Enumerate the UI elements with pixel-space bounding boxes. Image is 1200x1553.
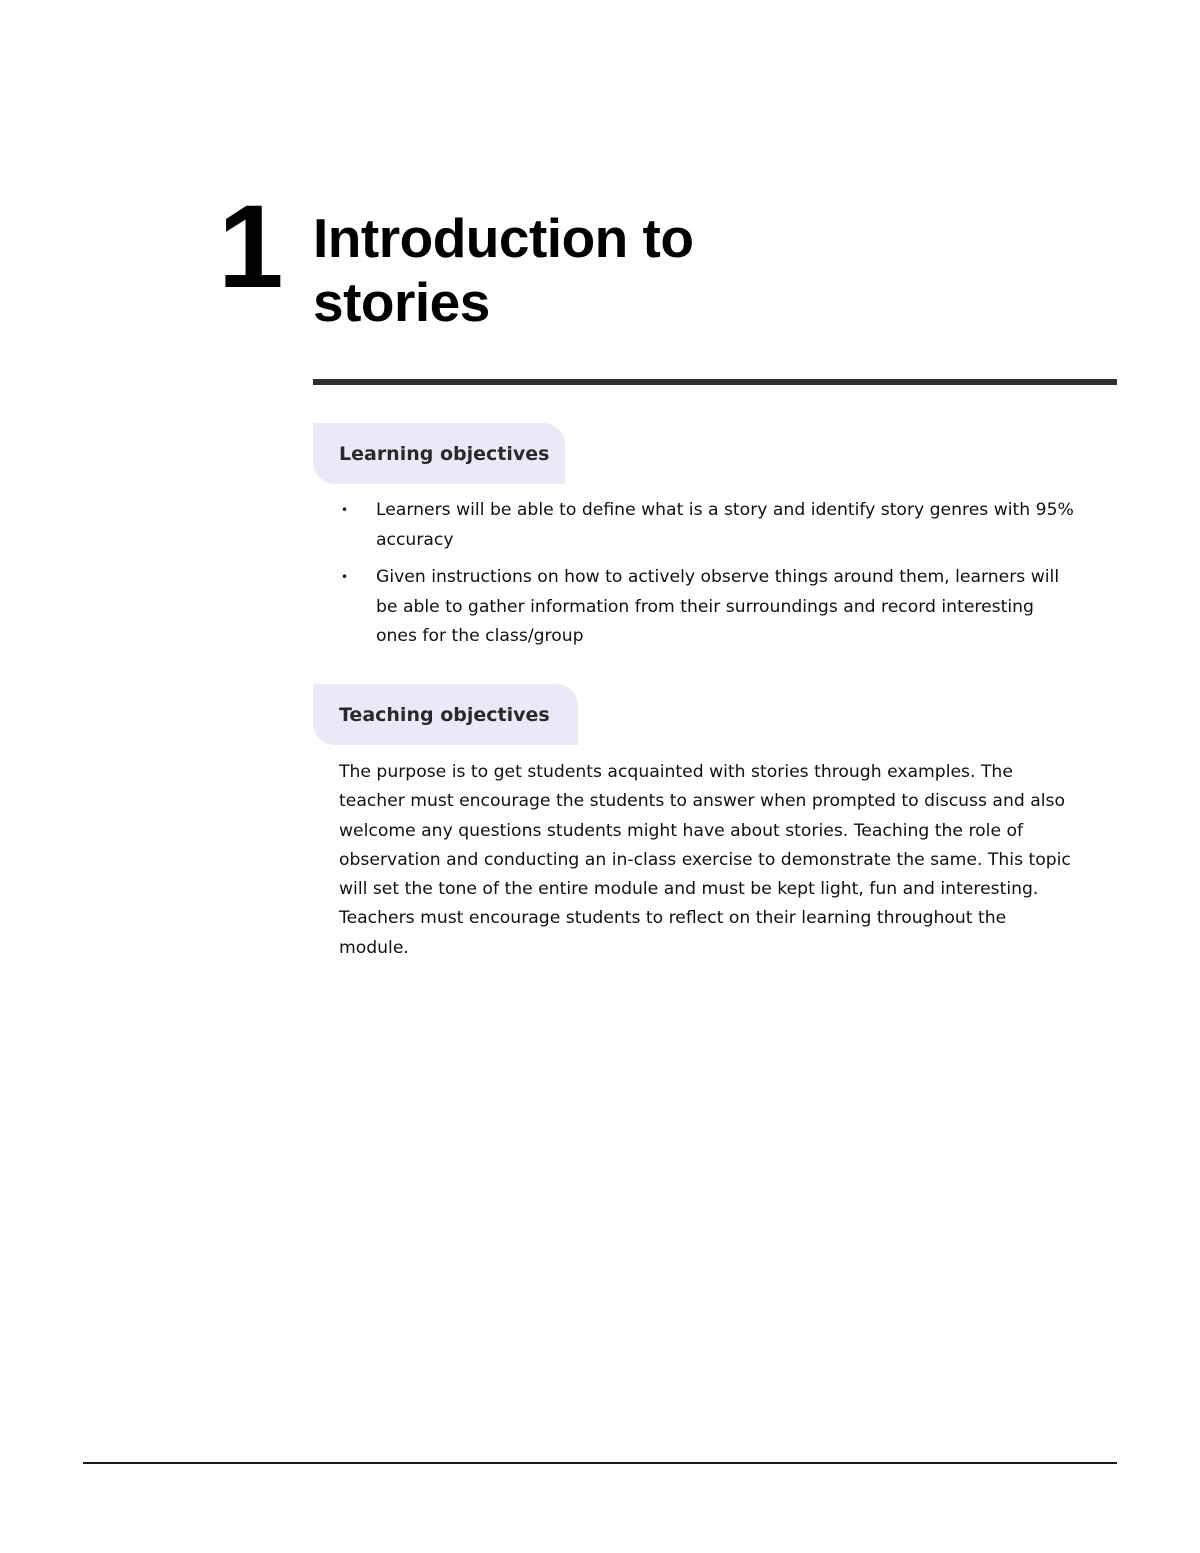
teaching-objectives-heading: Teaching objectives xyxy=(313,684,578,745)
chapter-number: 1 xyxy=(218,181,282,313)
learning-objectives-heading: Learning objectives xyxy=(313,423,565,484)
footer-divider xyxy=(83,1462,1117,1464)
teaching-objectives-text: The purpose is to get students acquainted with stories through examples. The teacher must encourage the students to answer when prompted to discuss and also welcome any questions students might have about stories. Teaching the role of observation and conducting an in-class exercise to demonstrate the same. This topic will set the tone of the entire module and must be kept light, fun and interesting. Teachers must encourage students to reflect on their learning throughout the module. xyxy=(339,762,1071,958)
list-item xyxy=(339,563,1079,652)
list-item xyxy=(339,496,1079,555)
chapter-title-line-2: stories xyxy=(313,271,490,333)
list-item-text: Given instructions on how to actively observe things around them, learners will be able to gather information from their surroundings and record interesting ones for the class/group xyxy=(376,567,1060,646)
bullet-icon: • xyxy=(341,570,349,584)
chapter-title-line-1: Introduction to xyxy=(313,207,694,269)
bullet-icon: • xyxy=(341,503,349,517)
chapter-title xyxy=(313,206,873,334)
title-divider xyxy=(313,379,1117,385)
learning-objectives-list xyxy=(339,496,1079,660)
list-item-text: Learners will be able to define what is a story and identify story genres with 95% accuracy xyxy=(376,500,1074,550)
